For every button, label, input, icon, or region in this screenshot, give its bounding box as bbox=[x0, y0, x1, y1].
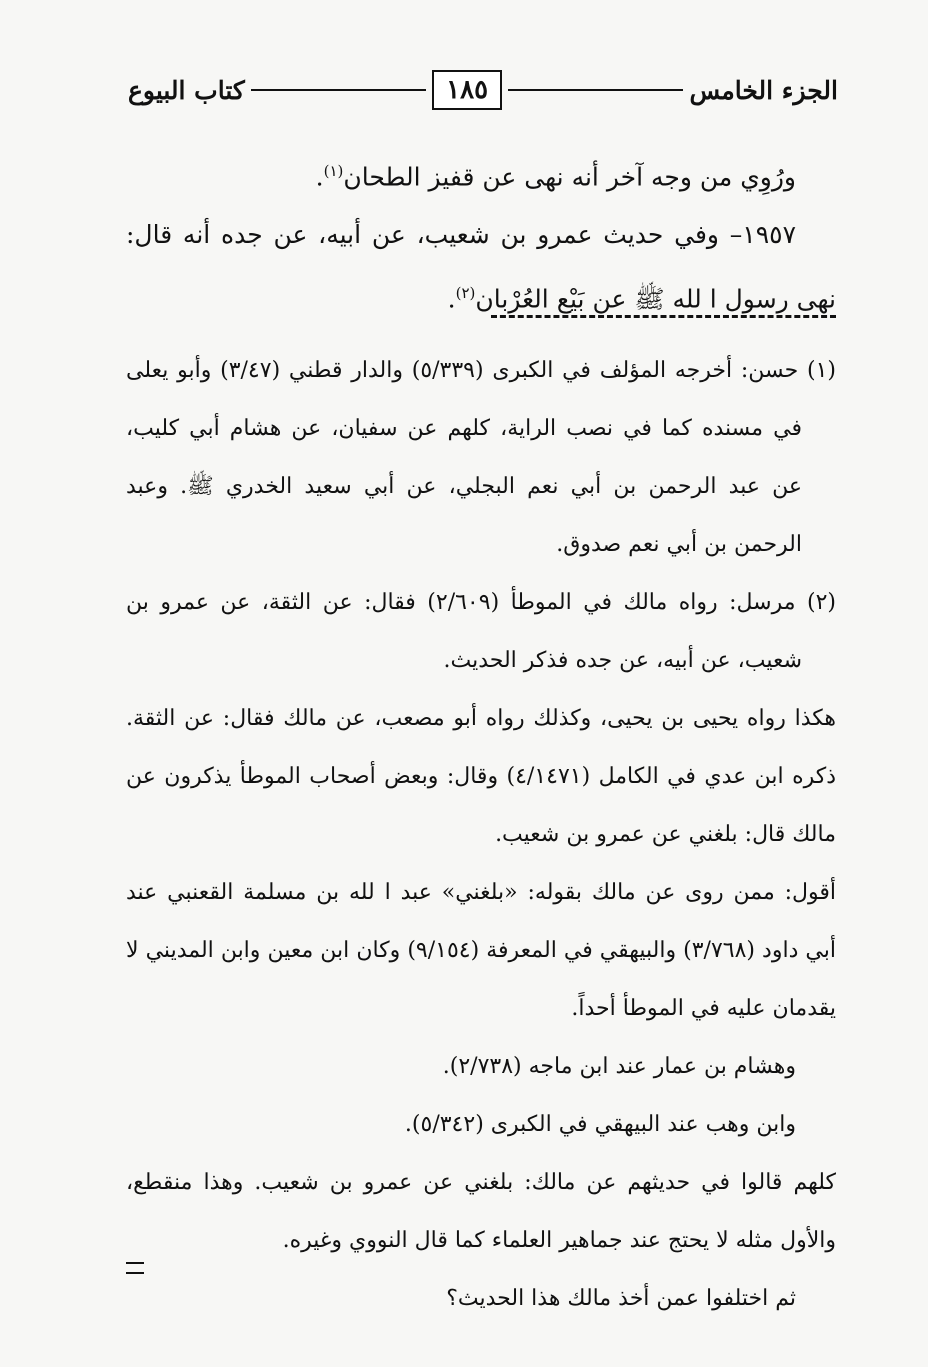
footnote-paragraph: ثم اختلفوا عمن أخذ مالك هذا الحديث؟ bbox=[446, 1286, 796, 1311]
footnote-ref: (٢) bbox=[455, 284, 476, 303]
footnote-paragraph: وهشام بن عمار عند ابن ماجه (٢/٧٣٨). bbox=[442, 1054, 796, 1079]
running-header bbox=[128, 70, 838, 110]
paragraph: ورُوِي من وجه آخر أنه نهى عن قفيز الطحان$^{(١)}$. bbox=[315, 162, 796, 192]
header-rule-left bbox=[251, 89, 426, 91]
paragraph: ١٩٥٧– وفي حديث عمرو بن شعيب، عن أبيه، عن جده أنه قال: نهى رسول ا لله ﷺ عن بَيْع العُرْبان$^{(٢)}$. bbox=[126, 220, 836, 314]
footnote-separator bbox=[491, 315, 836, 318]
footnotes bbox=[126, 342, 836, 1328]
footnote-1: (١) حسن: أخرجه المؤلف في الكبرى (٥/٣٣٩) والدار قطني (٣/٤٧) وأبو يعلى في مسنده كما في نصب الراية، كلهم عن سفيان، عن هشام أبي كليب، عن عبد الرحمن بن أبي نعم البجلي، عن أبي سعيد الخدري ﷺ. وعبد الرحمن بن أبي نعم صدوق. bbox=[126, 358, 836, 557]
footnote-paragraph: أقول: ممن روى عن مالك بقوله: «بلغني» عبد ا لله بن مسلمة القعنبي عند أبي داود (٣/٧٦٨) والبيهقي في المعرفة (٩/١٥٤) وكان ابن معين وابن المديني لا يقدمان عليه في الموطأ أحداً. bbox=[126, 880, 836, 1021]
footnote-ref: (١) bbox=[323, 162, 344, 180]
main-text bbox=[126, 142, 836, 329]
footnote-paragraph: كلهم قالوا في حديثهم عن مالك: بلغني عن عمرو بن شعيب. وهذا منقطع، والأول مثله لا يحتج عند جماهير العلماء كما قال النووي وغيره. bbox=[126, 1170, 836, 1253]
volume-label: الجزء الخامس bbox=[689, 75, 838, 105]
footnote-paragraph: وابن وهب عند البيهقي في الكبرى (٥/٣٤٢). bbox=[404, 1112, 796, 1137]
footnote-2: (٢) مرسل: رواه مالك في الموطأ (٢/٦٠٩) فقال: عن الثقة، عن عمرو بن شعيب، عن أبيه، عن جده فذكر الحديث. bbox=[126, 590, 836, 673]
footnote-paragraph: هكذا رواه يحيى بن يحيى، وكذلك رواه أبو مصعب، عن مالك فقال: عن الثقة. ذكره ابن عدي في الكامل (٤/١٤٧١) وقال: وبعض أصحاب الموطأ يذكرون عن مالك قال: بلغني عن عمرو بن شعيب. bbox=[126, 706, 837, 847]
page-number: ١٨٥ bbox=[432, 70, 502, 110]
book-title: كتاب البيوع bbox=[128, 75, 245, 105]
continuation-mark bbox=[126, 1262, 144, 1274]
paragraph-text: ورُوِي من وجه آخر أنه نهى عن قفيز الطحان bbox=[343, 162, 796, 192]
paragraph-text: ١٩٥٧– وفي حديث عمرو بن شعيب، عن أبيه، عن جده أنه قال: نهى رسول ا لله ﷺ عن بَيْع العُرْبان bbox=[126, 220, 836, 314]
header-rule-right bbox=[508, 89, 683, 91]
